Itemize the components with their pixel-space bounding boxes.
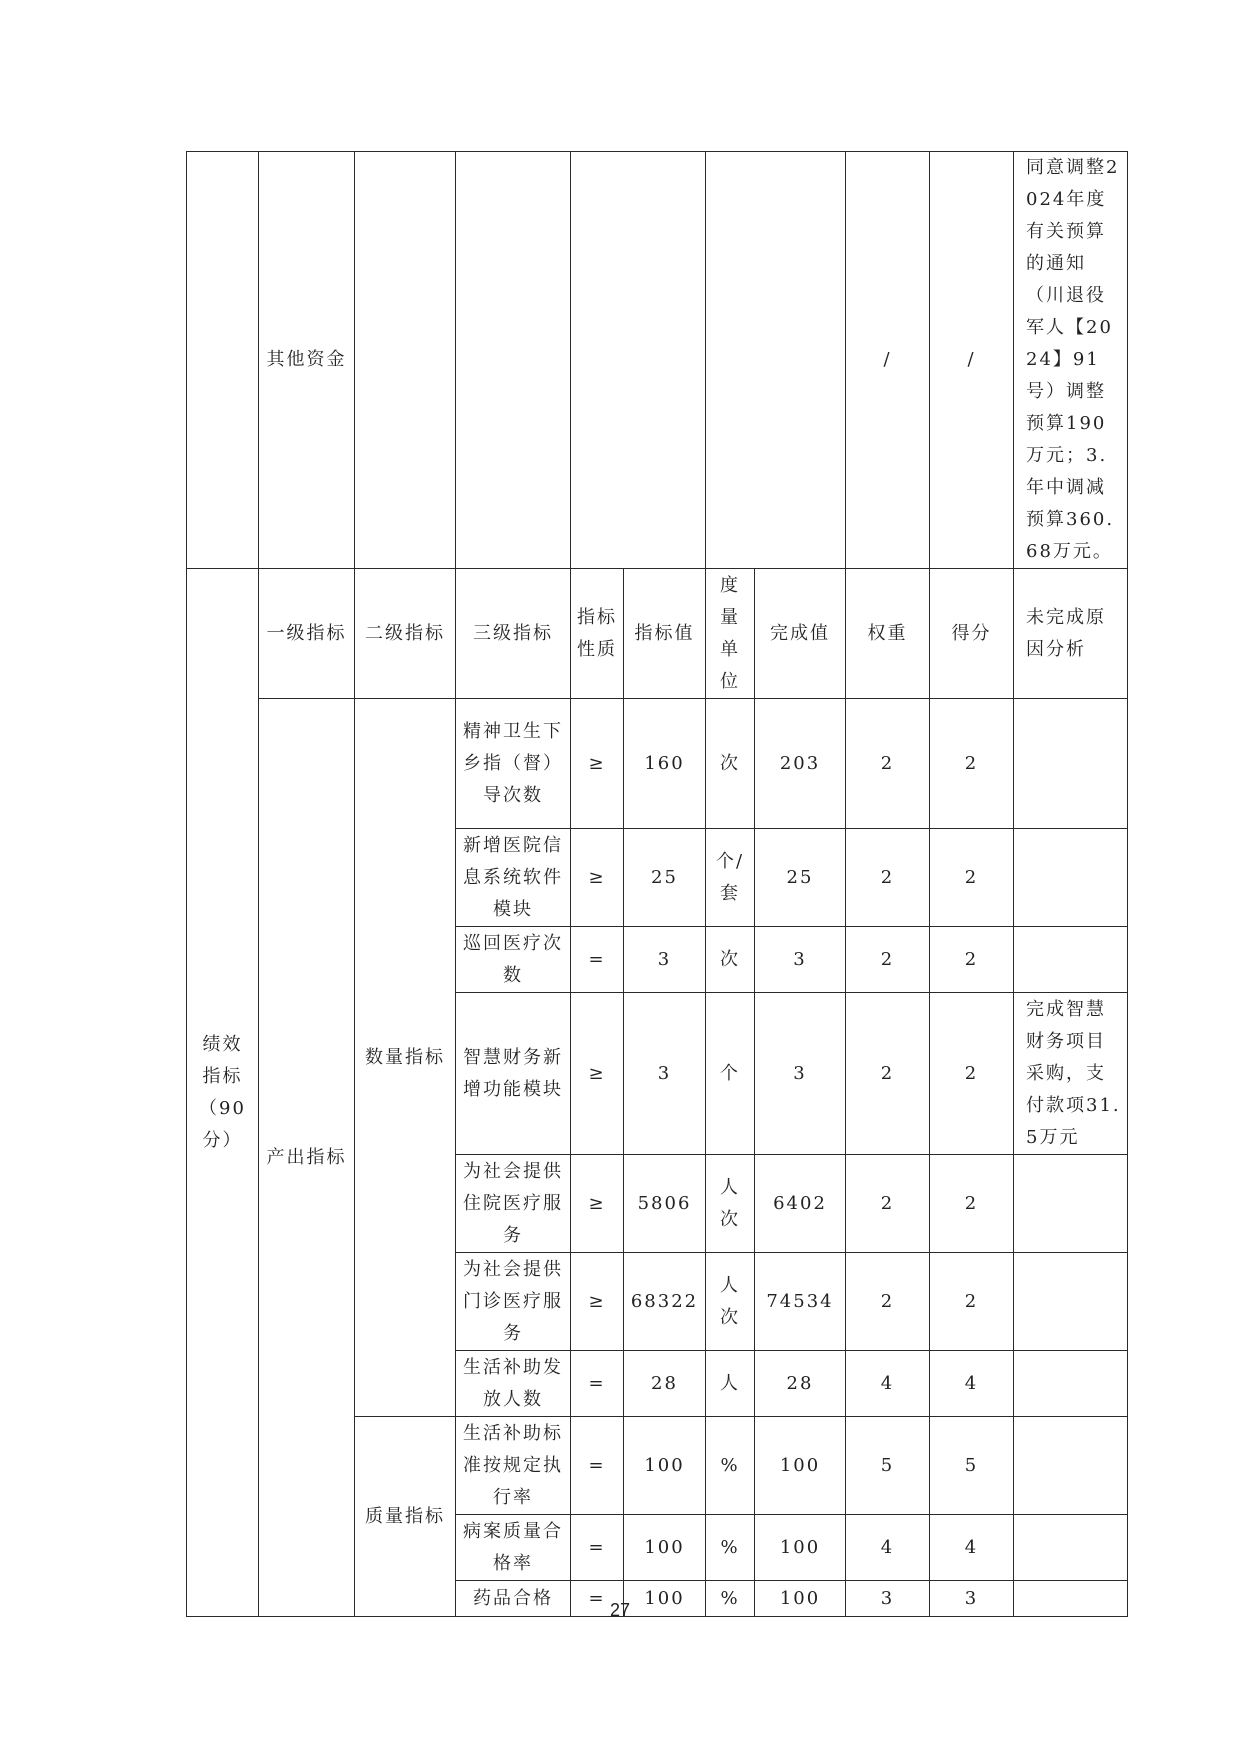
header-weight: 权重 — [846, 569, 930, 699]
row-target: 5806 — [624, 1155, 706, 1253]
row-unit: 次 — [706, 927, 755, 993]
row-name: 为社会提供门诊医疗服务 — [456, 1253, 571, 1351]
performance-section-label: 绩效指标（90分） — [187, 569, 259, 1617]
row-reason — [1014, 1417, 1128, 1515]
row-unit: % — [706, 1515, 755, 1581]
row-nature: ≥ — [571, 993, 624, 1155]
row-target: 100 — [624, 1515, 706, 1581]
row-weight: 2 — [846, 1253, 930, 1351]
quantity-indicator-label: 数量指标 — [355, 699, 456, 1417]
row-unit: 人次 — [706, 1253, 755, 1351]
row-score: 3 — [930, 1581, 1014, 1617]
row-unit: 个 — [706, 993, 755, 1155]
row-target: 3 — [624, 927, 706, 993]
row-actual: 3 — [755, 993, 846, 1155]
row-weight: 2 — [846, 927, 930, 993]
row-target: 3 — [624, 993, 706, 1155]
row-name: 新增医院信息系统软件模块 — [456, 829, 571, 927]
row-weight: 2 — [846, 829, 930, 927]
page-number: 27 — [609, 1600, 631, 1620]
row-actual: 3 — [755, 927, 846, 993]
row-reason — [1014, 1155, 1128, 1253]
header-reason: 未完成原因分析 — [1014, 569, 1128, 699]
row-nature: ≥ — [571, 1253, 624, 1351]
row-score: 2 — [930, 1155, 1014, 1253]
row-name: 精神卫生下乡指（督）导次数 — [456, 699, 571, 829]
row-target: 68322 — [624, 1253, 706, 1351]
row-score: 5 — [930, 1417, 1014, 1515]
row-reason — [1014, 699, 1128, 829]
row-target: 25 — [624, 829, 706, 927]
row-actual: 28 — [755, 1351, 846, 1417]
header-level2: 二级指标 — [355, 569, 456, 699]
row-name: 药品合格 — [456, 1581, 571, 1617]
row-unit: 人次 — [706, 1155, 755, 1253]
row-reason — [1014, 1515, 1128, 1581]
row-weight: 2 — [846, 993, 930, 1155]
row-actual: 100 — [755, 1417, 846, 1515]
row-score: 2 — [930, 699, 1014, 829]
row-target: 100 — [624, 1417, 706, 1515]
row-unit: % — [706, 1581, 755, 1617]
row-reason — [1014, 1351, 1128, 1417]
row-score: 2 — [930, 993, 1014, 1155]
row-actual: 203 — [755, 699, 846, 829]
row-weight: 3 — [846, 1581, 930, 1617]
row-weight: 4 — [846, 1515, 930, 1581]
row-reason — [1014, 927, 1128, 993]
header-actual: 完成值 — [755, 569, 846, 699]
row-nature: = — [571, 1417, 624, 1515]
row-nature: = — [571, 1515, 624, 1581]
row-weight: 5 — [846, 1417, 930, 1515]
row-actual: 6402 — [755, 1155, 846, 1253]
row-unit: 个/套 — [706, 829, 755, 927]
row-reason: 完成智慧财务项目采购，支付款项31.5万元 — [1014, 993, 1128, 1155]
row-name: 巡回医疗次数 — [456, 927, 571, 993]
row-nature: = — [571, 1351, 624, 1417]
other-funds-row — [187, 152, 1128, 569]
quality-indicator-label: 质量指标 — [355, 1417, 456, 1617]
row-reason — [1014, 829, 1128, 927]
performance-table — [186, 151, 1128, 1617]
row-name: 病案质量合格率 — [456, 1515, 571, 1581]
row-target: 28 — [624, 1351, 706, 1417]
adjustment-note: 同意调整2024年度有关预算的通知（川退役军人【2024】91号）调整预算190万元；3.年中调减预算360.68万元。 — [1014, 152, 1128, 569]
header-score: 得分 — [930, 569, 1014, 699]
row-actual: 100 — [755, 1581, 846, 1617]
row-nature: ≥ — [571, 829, 624, 927]
row-nature: = — [571, 927, 624, 993]
row-nature: ≥ — [571, 1155, 624, 1253]
row-name: 为社会提供住院医疗服务 — [456, 1155, 571, 1253]
row-score: 2 — [930, 927, 1014, 993]
row-target: 160 — [624, 699, 706, 829]
output-indicator-label: 产出指标 — [259, 699, 355, 1617]
table-row — [187, 699, 1128, 829]
row-nature: = — [571, 1581, 624, 1617]
row-name: 生活补助标准按规定执行率 — [456, 1417, 571, 1515]
row-unit: 次 — [706, 699, 755, 829]
row-target: 100 — [624, 1581, 706, 1617]
row-score: 2 — [930, 1253, 1014, 1351]
row-name: 智慧财务新增功能模块 — [456, 993, 571, 1155]
header-level3: 三级指标 — [456, 569, 571, 699]
header-row — [187, 569, 1128, 699]
row-weight: 2 — [846, 1155, 930, 1253]
header-level1: 一级指标 — [259, 569, 355, 699]
row-unit: 人 — [706, 1351, 755, 1417]
row-score: 4 — [930, 1515, 1014, 1581]
row-actual: 74534 — [755, 1253, 846, 1351]
row-weight: 4 — [846, 1351, 930, 1417]
header-nature: 指标性质 — [571, 569, 624, 699]
row-score: 4 — [930, 1351, 1014, 1417]
row-reason — [1014, 1253, 1128, 1351]
header-unit: 度量单位 — [706, 569, 755, 699]
row-score: 2 — [930, 829, 1014, 927]
other-funds-col9: / — [930, 152, 1014, 569]
row-weight: 2 — [846, 699, 930, 829]
row-nature: ≥ — [571, 699, 624, 829]
other-funds-col8: / — [846, 152, 930, 569]
row-name: 生活补助发放人数 — [456, 1351, 571, 1417]
header-target: 指标值 — [624, 569, 706, 699]
row-actual: 25 — [755, 829, 846, 927]
other-funds-label: 其他资金 — [259, 152, 355, 569]
row-unit: % — [706, 1417, 755, 1515]
row-actual: 100 — [755, 1515, 846, 1581]
